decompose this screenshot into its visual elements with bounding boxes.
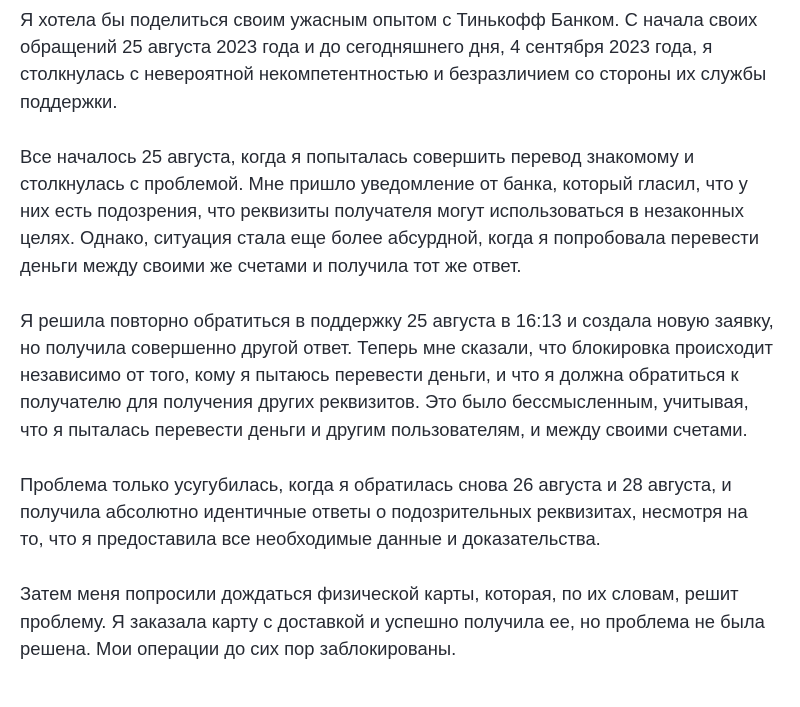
text-line: то, что я предоставила все необходимые данные и доказательства. [20, 528, 601, 550]
paragraph-4 [20, 471, 792, 553]
text-line: Затем меня попросили дождаться физической карты, которая, по их словам, решит [20, 583, 739, 605]
paragraph-3 [20, 307, 792, 443]
text-line: деньги между своими же счетами и получила тот же ответ. [20, 254, 522, 276]
text-line: Я решила повторно обратиться в поддержку 25 августа в 16:13 и создала новую заявку, [20, 309, 774, 331]
text-line: столкнулась с невероятной некомпетентностью и безразличием со стороны их службы [20, 63, 767, 85]
text-line: но получила совершенно другой ответ. Теперь мне сказали, что блокировка происходит [20, 337, 773, 359]
text-line: Проблема только усугубилась, когда я обратилась снова 26 августа и 28 августа, и [20, 473, 732, 495]
text-line: целях. Однако, ситуация стала еще более абсурдной, когда я попробовала перевести [20, 227, 759, 249]
post-body [20, 6, 792, 662]
text-line: независимо от того, кому я пытаюсь перевести деньги, и что я должна обратиться к [20, 364, 739, 386]
text-line: них есть подозрения, что реквизиты получателя могут использоваться в незаконных [20, 200, 744, 222]
text-line: решена. Мои операции до сих пор заблокированы. [20, 637, 457, 659]
text-line: Я хотела бы поделиться своим ужасным опытом с Тинькофф Банком. С начала своих [20, 9, 758, 30]
paragraph-2 [20, 143, 792, 279]
text-line: Все началось 25 августа, когда я попыталась совершить перевод знакомому и [20, 145, 695, 167]
text-line: получателю для получения других реквизитов. Это было бессмысленным, учитывая, [20, 391, 749, 413]
text-line: обращений 25 августа 2023 года и до сегодняшнего дня, 4 сентября 2023 года, я [20, 36, 713, 58]
text-line: проблему. Я заказала карту с доставкой и успешно получила ее, но проблема не была [20, 610, 765, 632]
text-line: что я пыталась перевести деньги и другим пользователям, и между своими счетами. [20, 418, 748, 440]
text-line: столкнулась с проблемой. Мне пришло уведомление от банка, который гласил, что у [20, 173, 748, 195]
paragraph-5 [20, 580, 792, 662]
text-line: получила абсолютно идентичные ответы о подозрительных реквизитах, несмотря на [20, 501, 748, 523]
paragraph-1 [20, 6, 792, 115]
text-line: поддержки. [20, 90, 118, 112]
